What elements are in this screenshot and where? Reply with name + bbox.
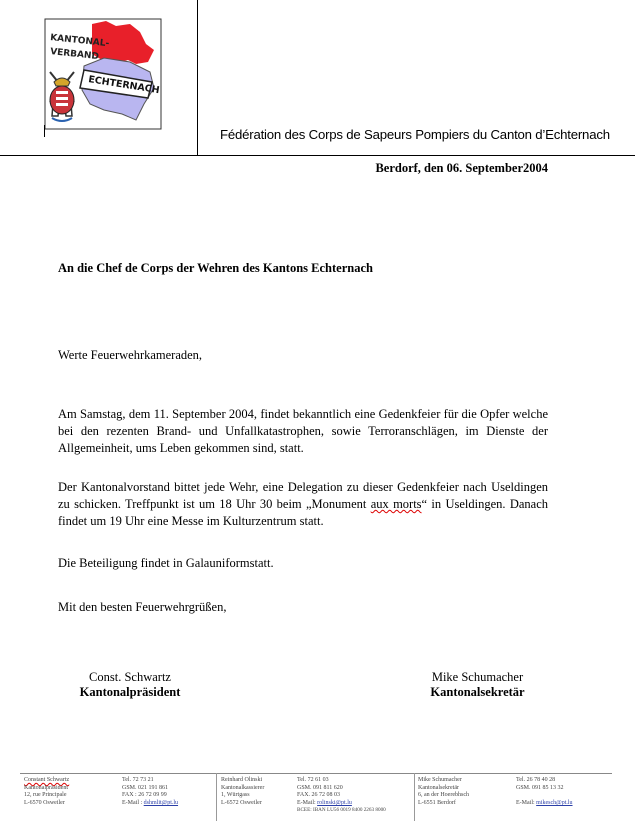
footer-text: Kantonalpräsident	[24, 784, 68, 791]
footer-president-contact	[122, 777, 178, 807]
footer-text: 6, an der Hoerebhsch	[418, 792, 469, 799]
footer-text: E-Mail :	[122, 799, 143, 806]
footer-text: E-Mail:	[297, 799, 316, 806]
spellcheck-flagged-text: aux morts	[370, 497, 422, 511]
footer-secretary-contact	[516, 777, 573, 807]
federation-logo	[44, 18, 162, 130]
paragraph-memorial: Am Samstag, dem 11. September 2004, findet bekanntlich eine Gedenkfeier für die Opfer welche bei den rezenten Brand- und Unfallkatastrophen, sowie Terroranschlägen, im Dienste der Allgemeinheit, ums Leben gekommen sind, statt.	[58, 407, 548, 455]
footer-treasurer-contact	[297, 777, 386, 815]
header-tick-mark	[44, 125, 45, 137]
footer-separator	[216, 773, 217, 821]
date-line: Berdorf, den 06. September2004	[375, 161, 548, 175]
footer-text	[516, 792, 573, 800]
bank-account: BCEE: IBAN LU56 0019 8400 2263 8000	[297, 807, 386, 814]
footer-text: 12, rue Principale	[24, 792, 67, 799]
footer-president-address	[24, 777, 69, 807]
footer-text: Mike Schumacher	[418, 777, 462, 783]
secretary-title: Kantonalsekretär	[430, 685, 525, 699]
footer-text: GSM. 021 191 861	[122, 784, 169, 791]
logo-text-line2: VERBAND	[49, 47, 100, 63]
logo-text-line1: KANTONAL-	[49, 33, 110, 50]
signature-secretary	[405, 670, 550, 700]
header-horizontal-rule	[0, 155, 635, 156]
footer-text: Tel. 72 61 03	[297, 777, 329, 783]
footer-text: Tel. 26 78 40 28	[516, 777, 556, 783]
secretary-email-link[interactable]: mikesch@pt.lu	[536, 799, 573, 806]
footer-text: E-Mail:	[516, 799, 535, 806]
footer-secretary-address	[418, 777, 469, 807]
secretary-name: Mike Schumacher	[431, 670, 524, 684]
footer-text: L-6572 Osweiler	[221, 799, 262, 806]
paragraph-delegation-part2: “ in Useldingen. Danach findet um 19 Uhr eine Messe im Kulturzentrum statt.	[58, 497, 548, 528]
closing-line: Mit den besten Feuerwehrgrüßen,	[58, 600, 227, 614]
footer-separator	[414, 773, 415, 821]
footer-text: FAX : 26 72 09 99	[122, 792, 167, 799]
footer-text: GSM. 091 85 13 32	[516, 784, 564, 791]
president-name: Const. Schwartz	[89, 670, 171, 684]
president-title: Kantonalpräsident	[79, 685, 181, 699]
footer-text: L-6570 Osweiler	[24, 799, 65, 806]
logo-text-line3: ECHTERNACH	[87, 74, 161, 97]
recipient-line: An die Chef de Corps der Wehren des Kantons Echternach	[58, 261, 373, 275]
footer-text: Kantonalsekretär	[418, 784, 459, 791]
footer-text: Reinhard Olinski	[221, 777, 263, 783]
footer-text: 1, Würtgass	[221, 792, 250, 799]
paragraph-delegation-part1: Der Kantonalvorstand bittet jede Wehr, eine Delegation zu dieser Gedenkfeier nach Useldingen zu schicken. Treffpunkt ist um 18 Uhr 30 beim „Monument	[58, 480, 548, 511]
footer-text: Tel. 72 73 21	[122, 777, 154, 783]
treasurer-email-link[interactable]: rolinski@pt.lu	[317, 799, 352, 806]
salutation: Werte Feuerwehrkameraden,	[58, 348, 203, 362]
footer-text: Constant Schwartz	[24, 777, 70, 783]
president-email-link[interactable]: dshmlit@pt.lu	[143, 799, 179, 806]
footer-text: FAX. 26 72 08 03	[297, 792, 341, 799]
footer-text: L-6551 Berdorf	[418, 799, 456, 806]
footer-text: GSM. 091 811 620	[297, 784, 343, 791]
footer-text: Kantonalkassierer	[221, 784, 265, 791]
federation-name: Fédération des Corps de Sapeurs Pompiers du Canton d’Echternach	[220, 127, 610, 142]
footer-treasurer-address	[221, 777, 264, 807]
paragraph-delegation	[58, 479, 548, 530]
signature-president	[60, 670, 200, 700]
header-vertical-rule	[197, 0, 198, 155]
paragraph-uniform: Die Beteiligung findet in Galauniformstatt.	[58, 556, 274, 570]
